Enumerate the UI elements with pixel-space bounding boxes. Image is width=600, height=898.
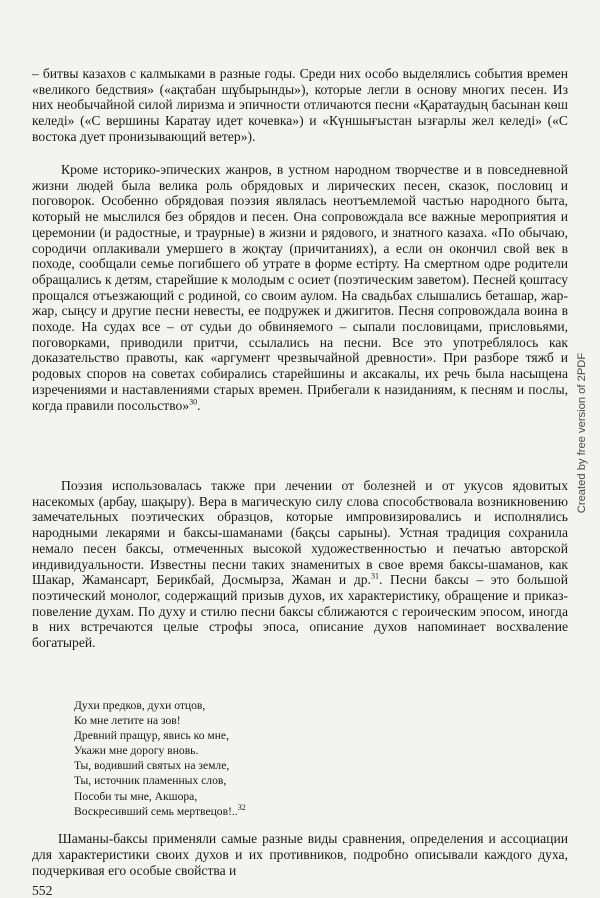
paragraph-4: Шаманы-баксы применяли самые разные виды сравнения, определения и ассоциации для характеристики своих духов и их противников, подробно описывали каждого духа, подчеркивая его особые свойства и bbox=[32, 831, 568, 878]
paragraph-2-text: Кроме историко-эпических жанров, в устном народном творчестве и в повседневной жизни людей была велика роль обрядовых и лирических песен, сказок, пословиц и поговорок. Особенно обрядовая поэзия являлась неотъемлемой частью народного быта, который не мыслился без обрядов и песен. Она сопровождала все важные мероприятия и церемонии (и радостные, и траурные) в жизни и рядового, и знатного казаха. «По обычаю, сородичи оплакивали умершего в жоқтау (причитаниях), а если он окончил свой век в походе, сообщали семье погибшего об утрате в форме естірту. На смертном одре родители обращались к детям, старейшие к молодым с осиет (поэтическим заветом). Песней қоштасу прощался отъезжающий с родиной, со своим аулом. На свадьбах слышались беташар, жар-жар, сыңсу и другие песни невесты, ее подружек и джигитов. Песня сопровождала воина в походе. На судах все – от судьи до обвиняемого – сыпали пословицами, присловьями, поговорками, приводили притчи, ссылались на песни. Все это употреблялось как доказательство правоты, как «аргумент чрезвычайной древности». При разборе тяжб и родовых споров на советах собирались старейшины и аксакалы, их речь была насыщена изречениями и наставлениями старых времен. Прибегали к назиданиям, к песням и послы, когда правили посольство» bbox=[32, 162, 568, 413]
footnote-ref-30: 30 bbox=[189, 397, 198, 407]
poem-line bbox=[74, 804, 494, 819]
footnote-ref-31: 31 bbox=[370, 571, 379, 581]
watermark-sidebar bbox=[573, 268, 591, 598]
paragraph-3-end: . Песни баксы – это большой поэтический монолог, содержащий призыв духов, их характеристику, обращение и приказ-повеление духам. По духу и стилю песни баксы сближаются с героическим эпосом, иногда в них встречаются целые строфы эпоса, описание духов напоминает восхваление богатырей. bbox=[32, 572, 568, 651]
watermark-text: Created by free version of 2PDF bbox=[576, 352, 588, 514]
paragraph-3-text: Поэзия использовалась также при лечении от болезней и от укусов ядовитых насекомых (арбау, шақыру). Вера в магическую силу слова способствовала возникновению замечательных поэтических образцов, которые импровизировались и исполнялись народными лекарями и баксы-шаманами (бақсы сарыны). Устная традиция сохранила немало песен баксы, отмеченных высокой художественностью и печатью авторской индивидуальности. Известны песни таких знаменитых в свое время баксы-шаманов, как Шакар, Жамансарт, Берикбай, Досмырза, Жаман и др. bbox=[32, 478, 568, 588]
paragraph-2: Кроме историко-эпических жанров, в устном народном творчестве и в повседневной жизни людей была велика роль обрядовых и лирических песен, сказок, пословиц и поговорок. Особенно обрядовая поэзия являлась неотъемлемой частью народного быта, который не мыслился без обрядов и песен. Она сопровождала все важные мероприятия и церемонии (и радостные, и траурные) в жизни и рядового, и знатного казаха. «По обычаю, сородичи оплакивали умершего в жоқтау (причитаниях), а если он окончил свой век в походе, сообщали семье погибшего об утрате в форме естірту. На смертном одре родители обращались к детям, старейшие к молодым с осиет (поэтическим заветом). Песней қоштасу прощался отъезжающий с родиной, со своим аулом. На свадьбах слышались беташар, жар-жар, сыңсу и другие песни невесты, ее подружек и джигитов. Песня сопровождала воина в походе. На судах все – от судьи до обвиняемого – сыпали пословицами, присловьями, поговорками, приводили притчи, ссылались на песни. Все это употреблялось как доказательство правоты, как «аргумент чрезвычайной древности». При разборе тяжб и родовых споров на советах собирались старейшины и аксакалы, их речь была насыщена изречениями и наставлениями старых времен. Прибегали к назиданиям, к песням и послы, когда правили посольство»$^{30}$. bbox=[32, 162, 568, 413]
poem-line: Ты, источник пламенных слов, bbox=[74, 774, 227, 788]
poem-line: Духи предков, духи отцов, bbox=[74, 699, 206, 712]
footnote-ref-32: 32 bbox=[237, 802, 246, 812]
page-number: 552 bbox=[32, 883, 53, 898]
poem-last-line-text: Воскресивший семь мертвецов!.. bbox=[74, 804, 238, 818]
poem-line: Укажи мне дорогу вновь. bbox=[74, 744, 199, 758]
poem-line: Древний пращур, явись ко мне, bbox=[74, 729, 229, 743]
poem-line: Ко мне летите на зов! bbox=[74, 714, 181, 728]
paragraph-1: – битвы казахов с калмыками в разные годы. Среди них особо выделялись события времен «великого бедствия» («ақтабан шұбырынды»), которые легли в основу многих песен. Из них необычайной силой лиризма и эпичности отличаются песни «Қаратаудың басынан көш келеді» («С вершины Каратау идет кочевка») и «Күншығыстан ызғарлы жел келеді» («С востока дует пронизывающий ветер»). bbox=[32, 66, 568, 144]
poem bbox=[74, 698, 494, 819]
paragraph-3 bbox=[32, 478, 568, 651]
poem-line: Пособи ты мне, Акшора, bbox=[74, 789, 198, 803]
poem-line: Ты, водивший святых на земле, bbox=[74, 759, 230, 773]
